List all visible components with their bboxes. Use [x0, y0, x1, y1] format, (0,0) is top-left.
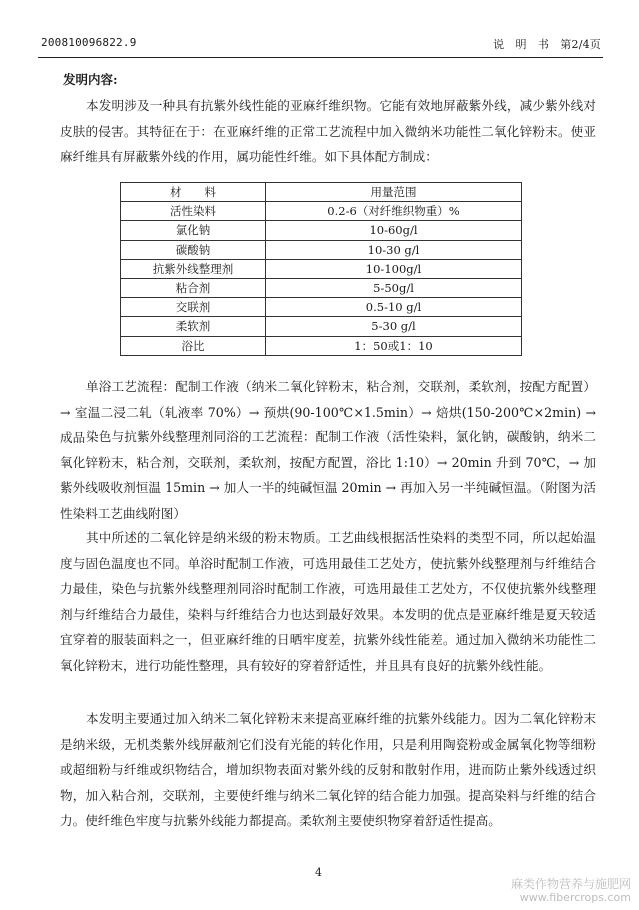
table-cell-material: 抗紫外线整理剂: [121, 259, 266, 278]
watermark: [511, 877, 631, 904]
table-cell-dosage: 1：50或1：10: [266, 336, 522, 355]
document-section-label: 说 明 书 第2/4页: [493, 38, 601, 51]
table-row: [121, 240, 522, 259]
table-cell-dosage: 0.5-10 g/l: [266, 298, 522, 317]
table-row: [121, 278, 522, 297]
same-bath-process-paragraph: 染色与抗紫外线整理剂同浴的工艺流程：配制工作液（活性染料，氯化钠，碳酸钠，纳米二氧化锌粉末，粘合剂，交联剂，柔软剂，按配方配置，浴比 1:10）→ 20min 升到 70℃，→ 加紫外线吸收剂恒温 15min → 加人一半的纯碱恒温 20min → 再加入另一半纯碱恒温。（附图为活性染料工艺曲线附图）: [60, 429, 596, 521]
mechanism-paragraph: 本发明主要通过加入纳米二氧化锌粉末来提高亚麻纤维的抗紫外线能力。因为二氧化锌粉末是纳米级，无机类紫外线屏蔽剂它们没有光能的转化作用，只是利用陶瓷粉或金属氧化物等细粉或超细粉与纤维或织物结合，增加织物表面对紫外线的反射和散射作用，进而防止紫外线透过织物，加入粘合剂，交联剂，主要使纤维与纳米二氧化锌的结合能力加强。提高染料与纤维的结合力。使纤维色牢度与抗紫外线能力都提高。柔软剂主要使织物穿着舒适性提高。: [60, 711, 596, 828]
table-cell-dosage: 10-100g/l: [266, 259, 522, 278]
table-cell-dosage: 10-30 g/l: [266, 240, 522, 259]
table-cell-material: 粘合剂: [121, 278, 266, 297]
table-cell-material: 浴比: [121, 336, 266, 355]
table-cell-dosage: 5-50g/l: [266, 278, 522, 297]
watermark-url: www.fibercrops.com: [519, 891, 631, 904]
table-header-dosage: 用量范围: [266, 183, 522, 202]
watermark-site-name: 麻类作物营养与施肥网: [510, 877, 631, 891]
table-row: [121, 317, 522, 336]
table-row: [121, 202, 522, 221]
table-row: [121, 336, 522, 355]
formula-table: [120, 182, 522, 356]
table-cell-material: 柔软剂: [121, 317, 266, 336]
table-cell-dosage: 0.2-6（对纤维织物重）%: [266, 202, 522, 221]
table-row: [121, 221, 522, 240]
table-cell-material: 碳酸钠: [121, 240, 266, 259]
table-cell-dosage: 10-60g/l: [266, 221, 522, 240]
single-bath-process-paragraph: 单浴工艺流程：配制工作液（纳米二氧化锌粉末，粘合剂，交联剂，柔软剂，按配方配置）→ 室温二浸二轧（轧液率 70%）→ 预烘(90-100℃×1.5min）→ 焙烘(150-200℃×2min) → 成品: [60, 379, 596, 445]
intro-paragraph: 本发明涉及一种具有抗紫外线性能的亚麻纤维织物。它能有效地屏蔽紫外线，减少紫外线对皮肤的侵害。其特征在于：在亚麻纤维的正常工艺流程中加入微纳米功能性二氧化锌粉末。使亚麻纤维具有屏蔽紫外线的作用，属功能性纤维。如下具体配方制成：: [60, 98, 596, 164]
page-number: 4: [315, 866, 322, 879]
header-divider: [38, 57, 603, 58]
section-title: 发明内容:: [63, 72, 118, 87]
table-row: [121, 298, 522, 317]
table-header-row: [121, 183, 522, 202]
table-cell-dosage: 5-30 g/l: [266, 317, 522, 336]
patent-number: 200810096822.9: [41, 36, 137, 49]
table-header-material: 材 料: [121, 183, 266, 202]
table-cell-material: 交联剂: [121, 298, 266, 317]
table-row: [121, 259, 522, 278]
table-cell-material: 活性染料: [121, 202, 266, 221]
explanation-paragraph: 其中所述的二氧化锌是纳米级的粉末物质。工艺曲线根据活性染料的类型不同，所以起始温度与固色温度也不同。单浴时配制工作液，可选用最佳工艺处方，使抗紫外线整理剂与纤维结合力最佳，染色与抗紫外线整理剂同浴时配制工作液，可选用最佳工艺处方，不仅使抗紫外线整理剂与纤维结合力最佳，染料与纤维结合力也达到最好效果。本发明的优点是亚麻纤维是夏天较适宜穿着的服装面料之一，但亚麻纤维的日晒牢度差，抗紫外线性能差。通过加入微纳米功能性二氧化锌粉末，进行功能性整理，具有较好的穿着舒适性，并且具有良好的抗紫外线性能。: [60, 530, 596, 673]
table-cell-material: 氯化钠: [121, 221, 266, 240]
